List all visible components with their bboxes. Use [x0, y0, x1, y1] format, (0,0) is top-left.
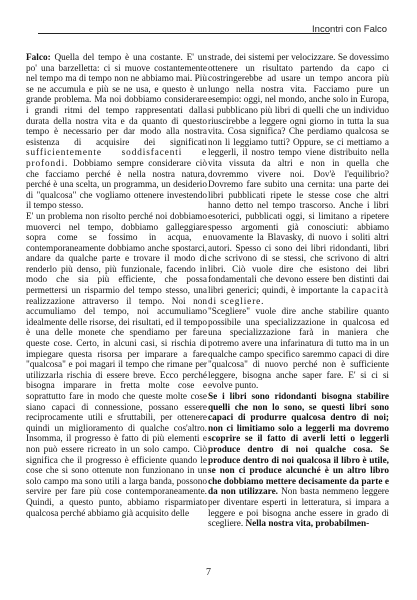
- paragraph: [208, 53, 389, 307]
- paragraph-text: Dobbiamo sempre considerare ciò che facciamo perché è nella nostra natura, perché è una scelta, un programma, un desiderio di "qualcosa" che vogliamo ottenere investendo il tempo stesso.: [26, 158, 207, 212]
- spaced-text: capacità di scegliere.: [208, 286, 389, 307]
- bold-text: Se i libri sono ridondanti bisogna stabilire quelli che non lo sono, se questi libri sono capaci di produrre qualcosa dentro di noi; non ci limitiamo solo a leggerli ma dovremo scoprire se il fatto di averli letti o leggerli produce dentro di noi qualche cosa. Se produce dentro di noi qualcosa il libro è utile, se non ci produce alcunché è un altro libro che dobbiamo mettere decisamente da parte e da non utilizzare.: [208, 392, 389, 498]
- speaker-label: Falco:: [26, 53, 51, 63]
- left-column: [26, 53, 207, 519]
- bold-text: Nella nostra vita, probabilmen-: [245, 519, 370, 530]
- spaced-text: sufficientemente soddisfacenti e profondi.: [26, 148, 207, 169]
- paragraph-text: Non basta nemmeno leggere per diventare esperti in letteratura, si impara a leggere e poi bisogna anche essere in grado di scegliere.: [208, 487, 389, 530]
- header-rule: [38, 33, 330, 34]
- paragraph: [26, 53, 207, 212]
- right-column: [208, 53, 389, 530]
- paragraph: E' un problema non risolto perché noi dobbiamo muoverci nel tempo, dobbiamo galleggiare sopra come se fossimo in acqua, e contemporaneamente dobbiamo anche spostarci, andare da qualche parte e trovare il modo di renderlo più denso, più funzionale, facendo in modo che sia più efficiente, che possa permettersi un risparmio del tempo stesso, una realizzazione attraverso il tempo. Noi non accumuliamo del tempo, noi accumuliamo idealmente delle risorse, dei risultati, ed il tempo è una delle monete che spendiamo per fare queste cose. Certo, in alcuni casi, si rischia di impiegare questa risorsa per imparare a fare "qualcosa" e poi magari il tempo che rimane per utilizzarla rischia di essere breve. Ecco perché bisogna imparare in fretta molte cose e soprattutto fare in modo che queste molte cose siano capaci di connessione, possano essere reciprocamente utili e sfruttabili, per ottenere quindi un miglioramento di qualche cos'altro. Insomma, il progresso è fatto di più elementi e non può essere ricreato in un solo campo. Ciò significa che il progresso è efficiente quando le cose che si sono ottenute non funzionano in un solo campo ma sono utili a larga banda, possono servire per fare più cose contemporaneamente. Quindi, a questo punto, abbiamo risparmiato qualcosa perché abbiamo già acquisito delle: [26, 211, 207, 519]
- running-head: Incontri con Falco: [312, 24, 387, 35]
- paragraph-text: strade, dei sistemi per velocizzare. Se dovessimo ottenere un risultato partendo da capo ci costringerebbe ad usare un tempo ancora più lungo nella nostra vita. Facciamo pure un esempio: oggi, nel mondo, anche solo in Europa, si pubblicano più libri di quelli che un individuo riuscirebbe a leggere ogni giorno in tutta la sua vita. Cosa significa? Che perdiamo qualcosa se non li leggiamo tutti? Oppure, se ci mettiamo a leggerli, il nostro tempo viene distribuito nella vita vissuta da altri e non in quella che dovremmo vivere noi. Dov'è l'equilibrio? Dovremo fare subito una cernita: una parte dei libri pubblicati ripete le stesse cose che altri hanno detto nel tempo trascorso. Anche i libri esoterici, pubblicati oggi, si limitano a ripetere spesso argomenti già conosciuti: abbiamo nuovamente la Blavasky, di nuovo i soliti altri autori. Spesso ci sono dei libri ridondanti, libri che scrivono di se stessi, che scrivono di altri libri. Ciò vuole dire che esistono dei libri fondamentali che devono essere ben distinti dai libri generici; quindi, è importante la: [208, 53, 389, 297]
- paragraph-text: Quella del tempo è una costante. E' un po' una barzelletta: ci si muove costantemente nel tempo ma di tempo non ne abbiamo mai. Più se ne accumula e più se ne usa, e questo è un grande problema. Ma noi dobbiamo considerare i grandi ritmi del tempo rappresentati dalla durata della nostra vita e da quanto di questo tempo è necessario per dar modo alla nostra esistenza di acquisire dei significati: [26, 53, 207, 148]
- paragraph: [208, 392, 389, 530]
- page-number: 7: [206, 567, 211, 578]
- paragraph: "Scegliere" vuole dire anche stabilire quanto possibile una specializzazione in qualcosa ed una specializzazione farà in maniera che potremo avere una infarinatura di tutto ma in un qualche campo specifico saremmo capaci di dire "qualcosa" di nuovo perché non è sufficiente leggere, bisogna anche saper fare. E' si ci si evolve punto.: [208, 307, 389, 392]
